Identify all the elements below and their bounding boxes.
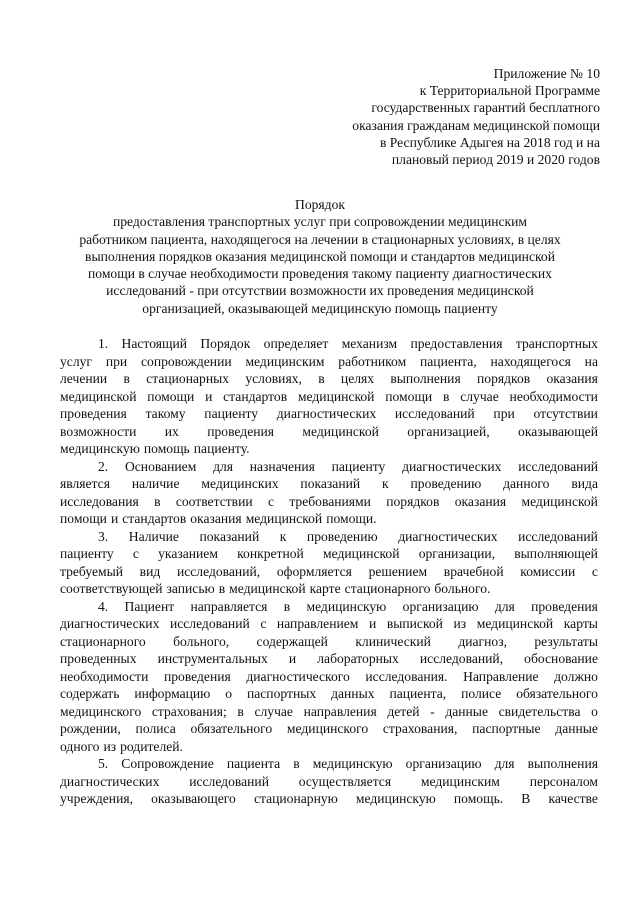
paragraph-line: пациенту с указанием конкретной медицинской организации, выполняющей — [60, 546, 598, 561]
annex-line: Приложение № 10 — [493, 66, 600, 81]
subtitle-line: предоставления транспортных услуг при сопровождении медицинским — [112, 214, 528, 230]
paragraph-line: рождении, полиса обязательного медицинского страхования, паспортные данные — [60, 721, 598, 736]
paragraph-line: стационарного больного, содержащей клинический диагноз, результаты — [60, 633, 598, 649]
paragraph-line: медицинского страхования; в случае направления детей - данные свидетельства о — [60, 703, 598, 719]
paragraph-line: требуемый вид исследований, оформляется решением врачебной комиссии с — [60, 563, 598, 579]
paragraph-2 — [60, 458, 598, 528]
paragraph-1 — [60, 335, 598, 458]
document-body — [60, 335, 598, 808]
paragraph-line: помощи и стандартов оказания медицинской помощи. — [60, 511, 377, 526]
paragraph-line: исследования в соответствии с требованиями порядков оказания медицинской — [60, 493, 598, 509]
paragraph-line: необходимости проведения диагностического исследования. Направление должно — [60, 668, 598, 684]
subtitle-line: помощи в случае необходимости проведения такому пациенту диагностических — [88, 266, 552, 282]
paragraph-3 — [60, 528, 598, 598]
annex-line: государственных гарантий бесплатного — [371, 100, 600, 116]
annex-line: в Республике Адыгея на 2018 год и на — [379, 134, 600, 150]
paragraph-line: является наличие медицинских показаний к проведению данного вида — [60, 476, 598, 491]
paragraph-line: проведенных инструментальных и лабораторных исследований, обоснование — [60, 651, 598, 666]
paragraph-line: 2. Основанием для назначения пациенту диагностических исследований — [98, 458, 598, 474]
paragraph-line: медицинскую помощь пациенту. — [60, 441, 250, 456]
paragraph-line: учреждения, оказывающего стационарную медицинскую помощь. В качестве — [60, 791, 598, 806]
paragraph-line: соответствующей записью в медицинской карте стационарного больного. — [60, 581, 491, 596]
paragraph-line: услуг при сопровождении медицинским работником пациента, находящегося на — [60, 353, 598, 369]
paragraph-4 — [60, 598, 598, 756]
paragraph-line: лечении в стационарных условиях, в целях выполнения порядков оказания — [60, 371, 598, 386]
paragraph-line: диагностических исследований с направлением и выпиской из медицинской карты — [60, 616, 598, 631]
subtitle-line: работником пациента, находящегося на лечении в стационарных условиях, в целях — [79, 231, 561, 247]
annex-header — [300, 65, 600, 168]
annex-line: плановый период 2019 и 2020 годов — [391, 152, 600, 168]
paragraph-line: 4. Пациент направляется в медицинскую организацию для проведения — [98, 598, 598, 614]
paragraph-line: диагностических исследований осуществляется медицинским персоналом — [60, 773, 598, 789]
document-subtitle — [60, 213, 580, 317]
paragraph-line: возможности их проведения медицинской организацией, оказывающей — [60, 423, 598, 439]
paragraph-5 — [60, 755, 598, 808]
annex-line: к Территориальной Программе — [419, 83, 600, 99]
paragraph-line: проведения такому пациенту диагностических исследований при отсутствии — [60, 406, 598, 421]
document-heading — [60, 196, 580, 317]
document-title: Порядок — [295, 197, 345, 212]
annex-line: оказания гражданам медицинской помощи — [352, 117, 600, 133]
paragraph-line: 1. Настоящий Порядок определяет механизм предоставления транспортных — [98, 336, 598, 351]
subtitle-line: исследований - при отсутствии возможности их проведения медицинской — [106, 283, 534, 299]
subtitle-line: организацией, оказывающей медицинскую помощь пациенту — [142, 300, 498, 316]
paragraph-line: содержать информацию о паспортных данных пациента, полисе обязательного — [60, 686, 598, 701]
paragraph-line: 3. Наличие показаний к проведению диагностических исследований — [98, 528, 598, 544]
paragraph-line: одного из родителей. — [60, 738, 183, 754]
paragraph-line: 5. Сопровождение пациента в медицинскую организацию для выполнения — [98, 756, 598, 771]
subtitle-line: выполнения порядков оказания медицинской помощи и стандартов медицинской — [85, 248, 555, 264]
paragraph-line: медицинской помощи и стандартов медицинской помощи в случае необходимости — [60, 388, 598, 404]
